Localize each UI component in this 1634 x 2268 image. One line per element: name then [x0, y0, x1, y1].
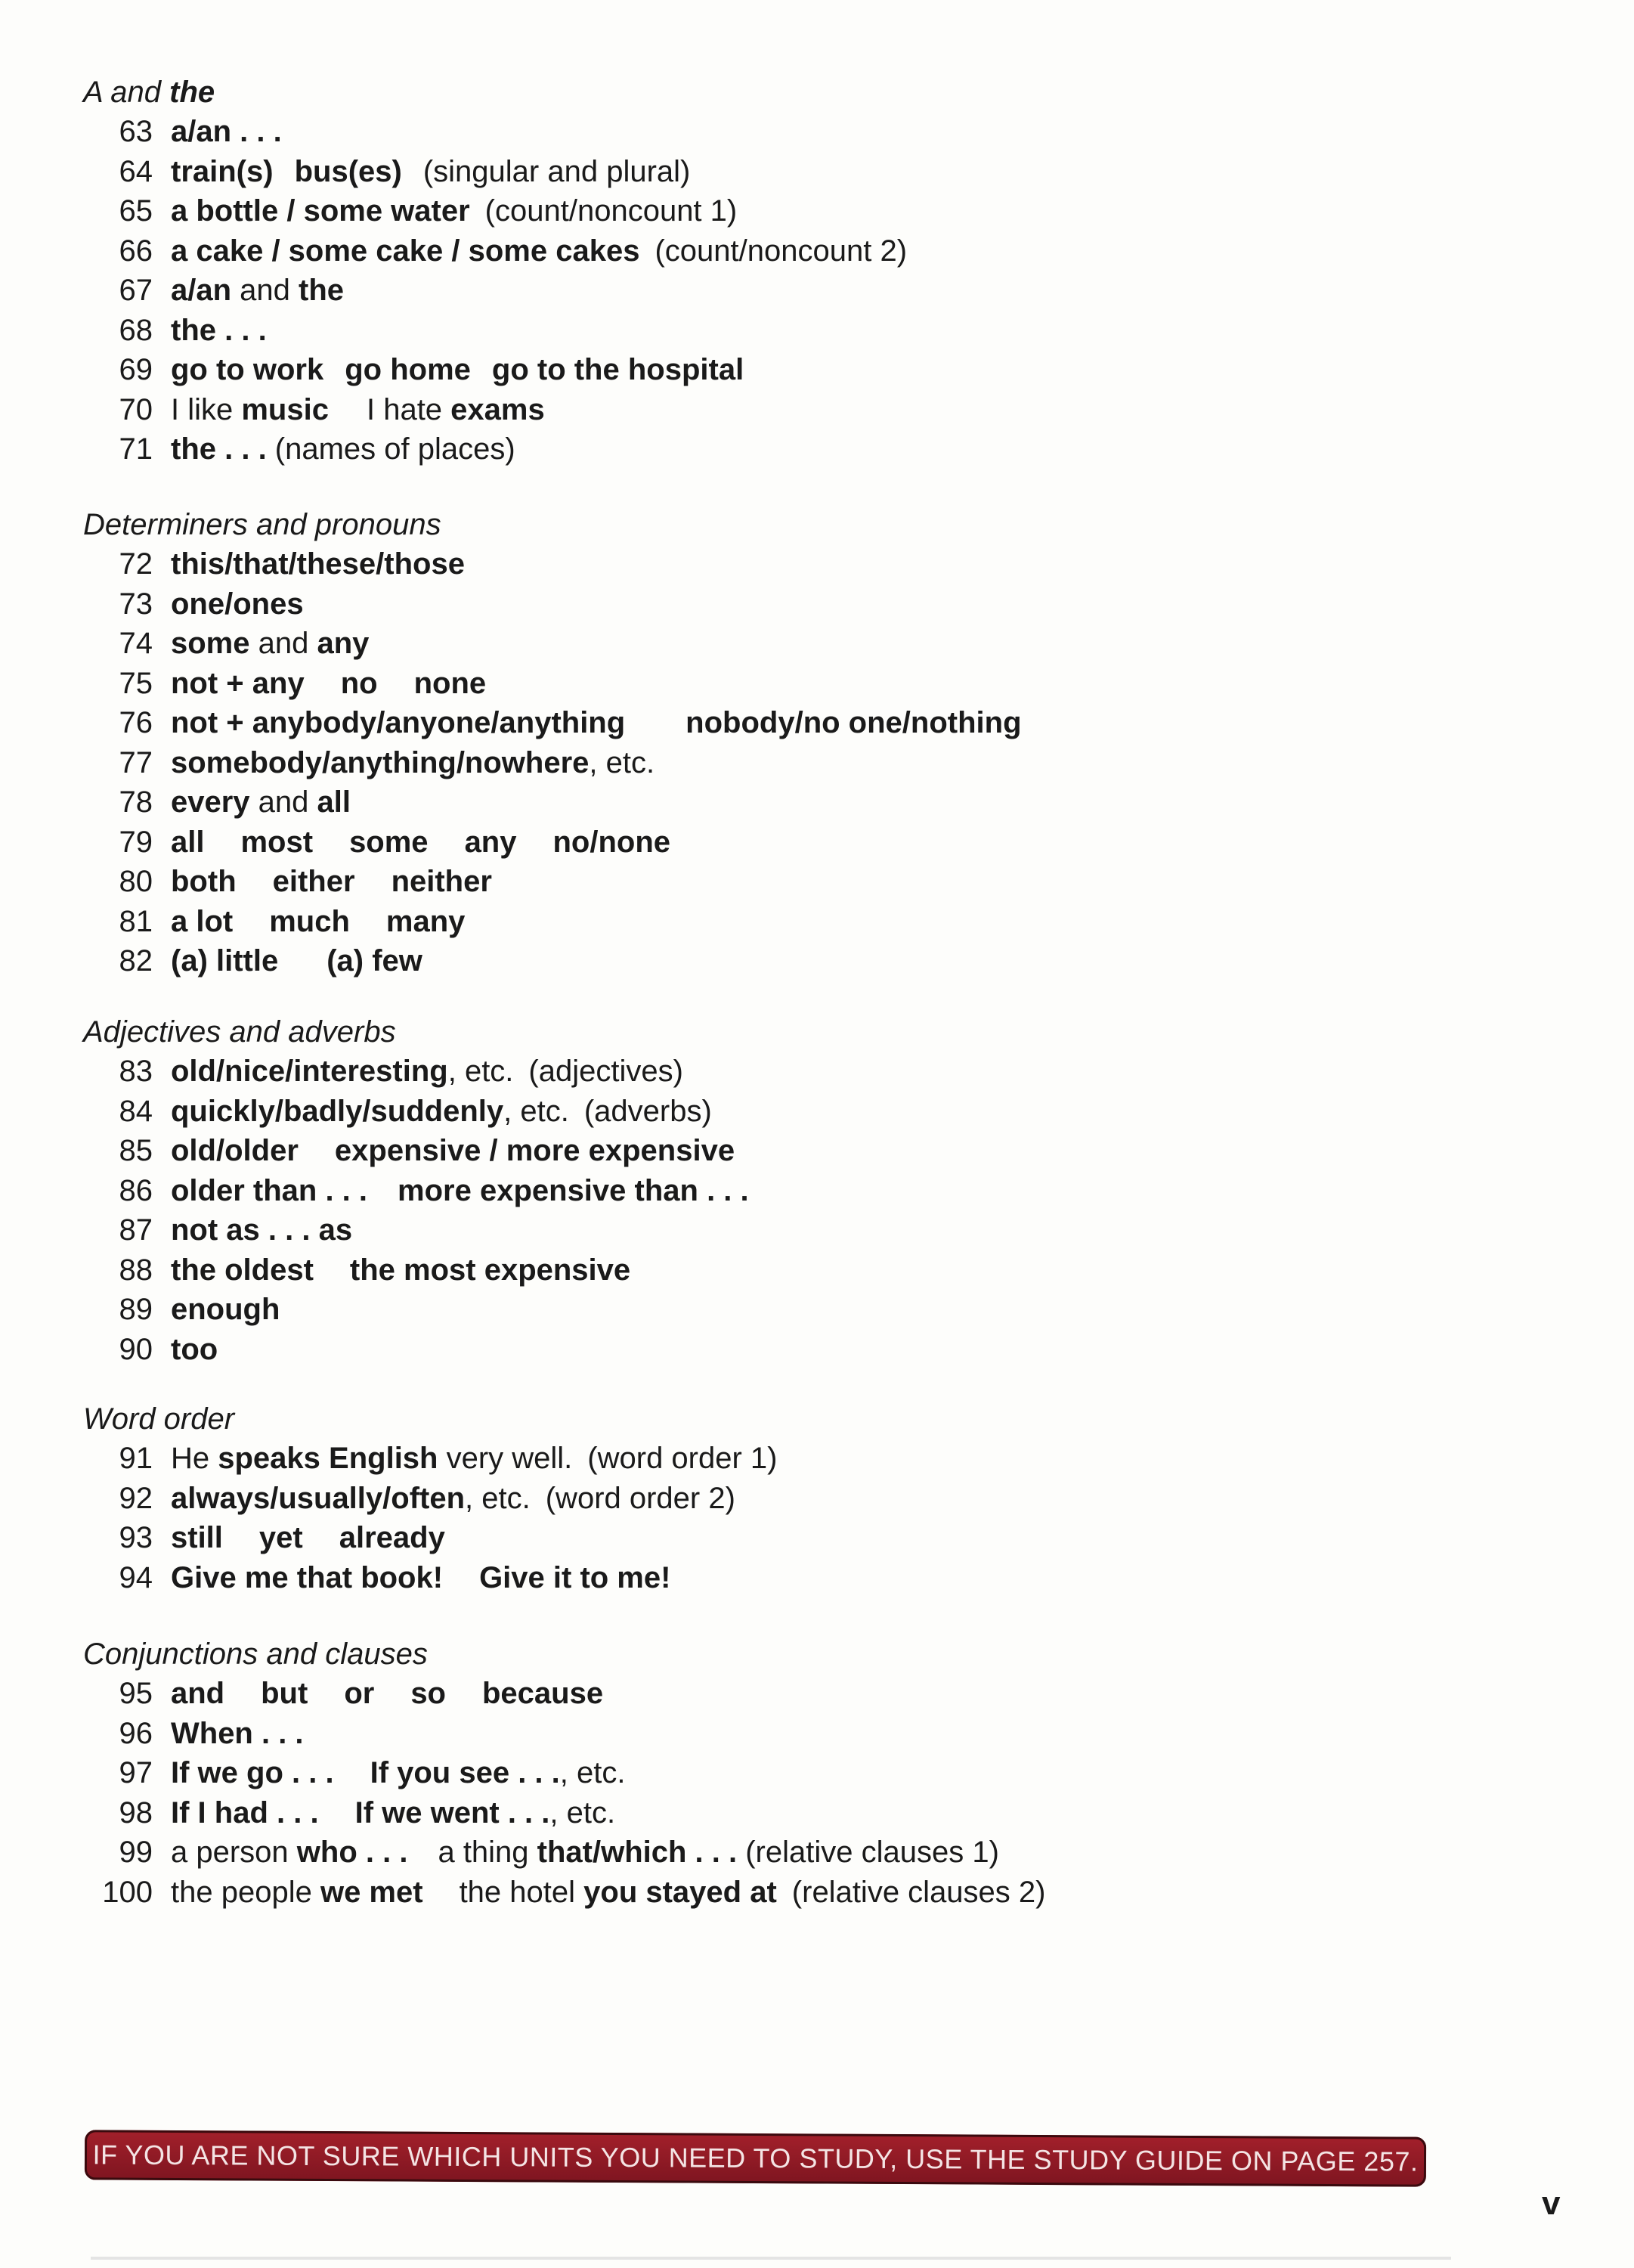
unit-keyword: the . . .	[171, 432, 267, 466]
section	[83, 1399, 778, 1597]
unit-keyword: this/that/these/those	[171, 547, 465, 581]
unit-title	[171, 1873, 1045, 1913]
unit-keyword: more expensive than . . .	[398, 1173, 749, 1207]
unit-title	[171, 1793, 615, 1833]
unit-keyword: Give me that book!	[171, 1560, 444, 1594]
unit-number: 94	[119, 1560, 153, 1594]
unit-number: 80	[119, 865, 153, 898]
unit-row[interactable]	[83, 191, 907, 231]
unit-title	[171, 1558, 670, 1598]
unit-row[interactable]	[83, 1558, 778, 1598]
section-title-text: Word order	[83, 1402, 235, 1436]
section	[83, 505, 1022, 981]
unit-keyword: bus(es)	[294, 154, 402, 188]
unit-keyword: none	[413, 666, 487, 700]
unit-number: 82	[119, 944, 153, 978]
unit-text: the hotel	[459, 1875, 584, 1909]
unit-keyword: music	[241, 392, 329, 426]
unit-title	[171, 941, 422, 981]
unit-keyword: most	[240, 825, 314, 859]
unit-number: 91	[119, 1442, 153, 1475]
unit-text: (names of places)	[266, 432, 515, 466]
unit-row[interactable]	[83, 1753, 1045, 1793]
unit-keyword: yet	[258, 1521, 303, 1554]
unit-text: I hate	[366, 392, 451, 426]
unit-number: 72	[119, 547, 153, 581]
unit-keyword: old/nice/interesting	[171, 1055, 448, 1088]
unit-number: 71	[119, 432, 153, 466]
unit-number: 100	[102, 1875, 153, 1909]
unit-title	[171, 1518, 445, 1558]
unit-text: a thing	[438, 1836, 537, 1869]
unit-row[interactable]	[83, 1092, 749, 1132]
unit-row[interactable]	[83, 1131, 749, 1171]
unit-text: (word order 1)	[587, 1442, 778, 1475]
unit-number: 87	[119, 1213, 153, 1247]
unit-keyword: too	[171, 1332, 218, 1366]
unit-row[interactable]	[83, 350, 907, 390]
unit-title	[171, 429, 515, 469]
unit-text: (count/noncount 2)	[655, 234, 908, 268]
unit-keyword: the oldest	[171, 1253, 314, 1287]
unit-title	[171, 390, 545, 430]
unit-number: 76	[119, 706, 153, 739]
unit-text: and	[249, 785, 317, 819]
unit-keyword: all	[171, 825, 205, 859]
unit-keyword: go home	[345, 353, 471, 386]
unit-keyword: go to work	[171, 353, 324, 386]
unit-row[interactable]	[83, 664, 1022, 704]
unit-keyword: any	[317, 627, 370, 660]
unit-row[interactable]	[83, 1210, 749, 1250]
unit-row[interactable]	[83, 1518, 778, 1558]
unit-row[interactable]	[83, 1250, 749, 1290]
unit-number: 75	[119, 666, 153, 700]
unit-keyword: already	[339, 1521, 445, 1554]
unit-number: 97	[119, 1756, 153, 1789]
unit-title	[171, 112, 282, 152]
unit-title	[171, 1210, 352, 1250]
unit-row[interactable]	[83, 231, 907, 271]
unit-text: (count/noncount 1)	[484, 194, 738, 228]
unit-number: 93	[119, 1521, 153, 1554]
unit-number: 73	[119, 587, 153, 621]
unit-title	[171, 1674, 603, 1714]
unit-row[interactable]	[83, 390, 907, 430]
unit-number: 95	[119, 1677, 153, 1710]
unit-row[interactable]	[83, 703, 1022, 743]
unit-keyword: (a) few	[326, 944, 422, 978]
unit-keyword: If we go . . .	[171, 1756, 334, 1789]
unit-number: 63	[119, 115, 153, 148]
unit-text: very well.	[438, 1442, 573, 1475]
unit-keyword: much	[269, 904, 350, 938]
unit-number: 79	[119, 825, 153, 859]
unit-number: 68	[119, 313, 153, 347]
unit-keyword: and	[171, 1677, 225, 1710]
page-number: v	[1542, 2185, 1561, 2222]
unit-number: 89	[119, 1293, 153, 1326]
unit-keyword: enough	[171, 1293, 280, 1326]
unit-row[interactable]	[83, 823, 1022, 863]
unit-keyword: go to the hospital	[491, 353, 744, 386]
unit-keyword: exams	[450, 392, 545, 426]
unit-row[interactable]	[83, 743, 1022, 783]
unit-number: 70	[119, 392, 153, 426]
unit-keyword: no	[340, 666, 378, 700]
unit-text: (singular and plural)	[422, 154, 691, 188]
unit-title	[171, 1052, 683, 1092]
unit-keyword: many	[385, 904, 466, 938]
unit-keyword: neither	[391, 865, 492, 898]
unit-keyword: all	[317, 785, 351, 819]
unit-keyword: some	[349, 825, 429, 859]
unit-keyword: no/none	[552, 825, 671, 859]
section-title-text: Conjunctions and clauses	[83, 1637, 428, 1671]
unit-keyword: quickly/badly/suddenly	[171, 1094, 504, 1128]
unit-keyword: speaks English	[218, 1442, 438, 1475]
unit-keyword: a bottle / some water	[171, 194, 470, 228]
unit-text: , etc.	[549, 1796, 616, 1830]
unit-keyword: or	[344, 1677, 375, 1710]
unit-keyword: every	[171, 785, 250, 819]
unit-title	[171, 1439, 778, 1479]
unit-keyword: some	[171, 627, 250, 660]
unit-title	[171, 1330, 218, 1370]
unit-title	[171, 271, 344, 311]
unit-number: 78	[119, 785, 153, 819]
unit-row[interactable]	[83, 624, 1022, 664]
unit-title	[171, 1479, 735, 1519]
unit-text: a person	[171, 1836, 297, 1869]
unit-number: 65	[119, 194, 153, 228]
unit-text: (relative clauses 2)	[791, 1875, 1046, 1909]
unit-title	[171, 231, 907, 271]
section-title	[83, 1634, 1045, 1674]
unit-title	[171, 862, 492, 902]
unit-text: , etc.	[559, 1756, 626, 1789]
unit-number: 96	[119, 1716, 153, 1750]
unit-row[interactable]	[83, 782, 1022, 823]
unit-text: , etc.	[447, 1055, 514, 1088]
unit-keyword: any	[464, 825, 517, 859]
unit-keyword: not + any	[171, 666, 305, 700]
unit-row[interactable]	[83, 1439, 778, 1479]
unit-title	[171, 1171, 749, 1211]
unit-keyword: not as . . . as	[171, 1213, 353, 1247]
unit-keyword: always/usually/often	[171, 1481, 466, 1515]
section-title	[83, 505, 1022, 544]
unit-title	[171, 152, 690, 192]
unit-title	[171, 823, 670, 863]
unit-text: , etc.	[503, 1094, 569, 1128]
unit-number: 83	[119, 1055, 153, 1088]
unit-text: , etc.	[465, 1481, 531, 1515]
unit-row[interactable]	[83, 1873, 1045, 1913]
unit-number: 77	[119, 745, 153, 779]
unit-row[interactable]	[83, 544, 1022, 584]
unit-row[interactable]	[83, 1833, 1045, 1873]
unit-title	[171, 703, 1022, 743]
unit-keyword: a/an	[171, 274, 232, 307]
unit-keyword: train(s)	[171, 154, 274, 188]
unit-number: 84	[119, 1094, 153, 1128]
unit-row[interactable]	[83, 152, 907, 192]
unit-title	[171, 544, 465, 584]
unit-keyword: a/an . . .	[171, 115, 282, 148]
unit-title	[171, 1714, 304, 1754]
unit-keyword: the most expensive	[349, 1253, 631, 1287]
unit-number: 64	[119, 154, 153, 188]
section	[83, 1634, 1045, 1912]
unit-title	[171, 1092, 712, 1132]
unit-text: (word order 2)	[545, 1481, 735, 1515]
unit-text: and	[249, 627, 317, 660]
unit-row[interactable]	[83, 112, 907, 152]
unit-keyword: somebody/anything/nowhere	[171, 745, 590, 779]
unit-row[interactable]	[83, 1793, 1045, 1833]
unit-keyword: a cake / some cake / some cakes	[171, 234, 640, 268]
unit-row[interactable]	[83, 1052, 749, 1092]
unit-number: 90	[119, 1332, 153, 1366]
section-title	[83, 1399, 778, 1439]
unit-keyword: the	[299, 274, 345, 307]
unit-keyword: so	[410, 1677, 446, 1710]
unit-number: 85	[119, 1134, 153, 1167]
unit-row[interactable]	[83, 902, 1022, 942]
unit-row[interactable]	[83, 271, 907, 311]
unit-number: 69	[119, 353, 153, 386]
section-title	[83, 73, 907, 112]
unit-keyword: older than . . .	[171, 1173, 368, 1207]
unit-title	[171, 1290, 280, 1330]
unit-number: 98	[119, 1796, 153, 1830]
unit-number: 99	[119, 1836, 153, 1869]
unit-row[interactable]	[83, 1674, 1045, 1714]
unit-number: 67	[119, 274, 153, 307]
unit-keyword: the . . .	[171, 313, 267, 347]
unit-row[interactable]	[83, 311, 907, 351]
section-title-text: Adjectives and adverbs	[83, 1015, 396, 1049]
unit-keyword: not + anybody/anyone/anything	[171, 706, 626, 739]
unit-number: 92	[119, 1481, 153, 1515]
unit-row[interactable]	[83, 1171, 749, 1211]
unit-text: I like	[171, 392, 242, 426]
unit-keyword: When . . .	[171, 1716, 304, 1750]
section	[83, 1012, 749, 1369]
unit-text: He	[171, 1442, 218, 1475]
section-title-text: the	[169, 76, 215, 109]
section-title	[83, 1012, 749, 1052]
unit-text: (adjectives)	[528, 1055, 683, 1088]
unit-keyword: both	[171, 865, 237, 898]
unit-number: 74	[119, 627, 153, 660]
unit-title	[171, 1833, 999, 1873]
unit-title	[171, 624, 369, 664]
unit-title	[171, 584, 304, 624]
unit-text: and	[231, 274, 299, 307]
unit-text: , etc.	[589, 745, 655, 779]
unit-text: (adverbs)	[583, 1094, 712, 1128]
unit-keyword: but	[261, 1677, 308, 1710]
unit-keyword: a lot	[171, 904, 234, 938]
unit-keyword: who . . .	[296, 1836, 408, 1869]
unit-keyword: expensive / more expensive	[334, 1134, 735, 1167]
unit-title	[171, 902, 465, 942]
unit-keyword: (a) little	[171, 944, 279, 978]
unit-title	[171, 782, 351, 823]
unit-number: 81	[119, 904, 153, 938]
unit-title	[171, 664, 486, 704]
unit-number: 86	[119, 1173, 153, 1207]
unit-row[interactable]	[83, 1479, 778, 1519]
study-guide-banner: IF YOU ARE NOT SURE WHICH UNITS YOU NEED TO STUDY, USE THE STUDY GUIDE ON PAGE 257.	[85, 2130, 1426, 2186]
unit-keyword: because	[482, 1677, 604, 1710]
footer-rule	[91, 2257, 1451, 2260]
unit-keyword: one/ones	[171, 587, 304, 621]
unit-row[interactable]	[83, 941, 1022, 981]
unit-keyword: still	[171, 1521, 223, 1554]
section-title-text: Determiners and pronouns	[83, 508, 441, 541]
unit-keyword: If I had . . .	[171, 1796, 319, 1830]
section	[83, 73, 907, 469]
unit-title	[171, 191, 737, 231]
unit-keyword: you stayed at	[583, 1875, 777, 1909]
unit-row[interactable]	[83, 1714, 1045, 1754]
unit-keyword: nobody/no one/nothing	[685, 706, 1022, 739]
unit-text: (relative clauses 1)	[737, 1836, 999, 1869]
unit-row[interactable]	[83, 584, 1022, 624]
unit-row[interactable]	[83, 862, 1022, 902]
unit-number: 88	[119, 1253, 153, 1287]
unit-title	[171, 1250, 630, 1290]
unit-keyword: If we went . . .	[354, 1796, 550, 1830]
unit-title	[171, 350, 744, 390]
unit-title	[171, 1131, 735, 1171]
unit-keyword: Give it to me!	[479, 1560, 671, 1594]
section-title-text: A and	[83, 76, 170, 109]
unit-row[interactable]	[83, 1290, 749, 1330]
unit-keyword: we met	[320, 1875, 423, 1909]
unit-row[interactable]	[83, 429, 907, 469]
unit-keyword: If you see . . .	[370, 1756, 560, 1789]
unit-title	[171, 743, 655, 783]
unit-title	[171, 311, 267, 351]
unit-title	[171, 1753, 625, 1793]
unit-text: the people	[171, 1875, 320, 1909]
unit-keyword: either	[272, 865, 355, 898]
unit-number: 66	[119, 234, 153, 268]
unit-row[interactable]	[83, 1330, 749, 1370]
unit-keyword: that/which . . .	[537, 1836, 738, 1869]
unit-keyword: old/older	[171, 1134, 299, 1167]
